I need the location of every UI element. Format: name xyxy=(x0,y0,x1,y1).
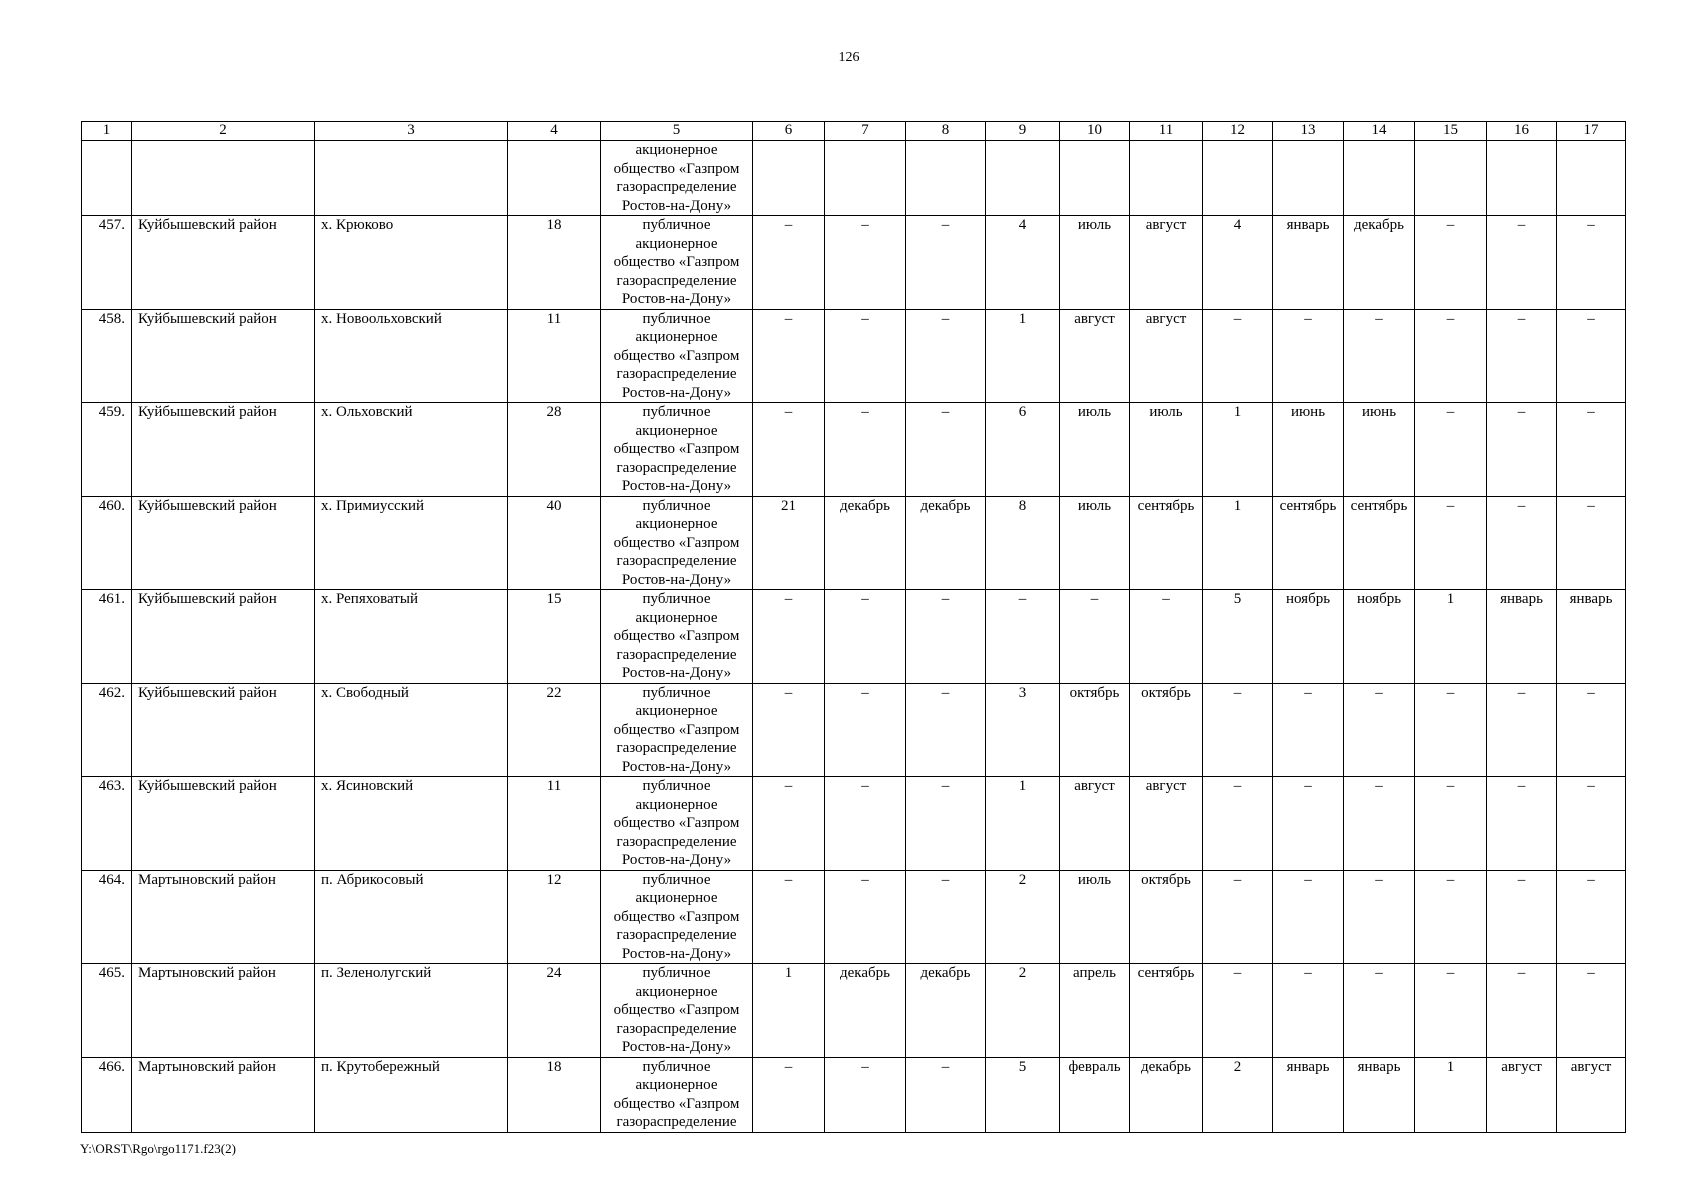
settlement-cell: х. Свободный xyxy=(315,683,508,777)
organization-cell: публичное акционерное общество «Газпром газораспределение xyxy=(601,1057,753,1132)
col7-cell: – xyxy=(825,870,906,964)
col7-cell: декабрь xyxy=(825,496,906,590)
empty-cell xyxy=(986,141,1060,216)
row-number-cell: 464. xyxy=(82,870,132,964)
empty-cell xyxy=(1203,141,1273,216)
col8-cell: – xyxy=(906,683,986,777)
col15-cell: – xyxy=(1415,216,1487,310)
col15-cell: 1 xyxy=(1415,1057,1487,1132)
row-number-cell: 461. xyxy=(82,590,132,684)
col7-cell: – xyxy=(825,216,906,310)
col7-cell: – xyxy=(825,777,906,871)
settlement-cell: х. Новоольховский xyxy=(315,309,508,403)
col6-cell: 21 xyxy=(753,496,825,590)
col10-cell: август xyxy=(1060,309,1130,403)
row-number-cell: 459. xyxy=(82,403,132,497)
col10-cell: июль xyxy=(1060,870,1130,964)
col6-cell: – xyxy=(753,777,825,871)
col12-cell: – xyxy=(1203,870,1273,964)
count-cell: 18 xyxy=(508,1057,601,1132)
col17-cell: август xyxy=(1557,1057,1626,1132)
col10-cell: июль xyxy=(1060,496,1130,590)
settlement-cell: п. Крутобережный xyxy=(315,1057,508,1132)
col14-cell: – xyxy=(1344,777,1415,871)
col8-cell: – xyxy=(906,216,986,310)
col15-cell: – xyxy=(1415,777,1487,871)
table-row xyxy=(82,403,1626,497)
col14-cell: январь xyxy=(1344,1057,1415,1132)
organization-cell: публичное акционерное общество «Газпром газораспределение Ростов-на-Дону» xyxy=(601,403,753,497)
col10-cell: июль xyxy=(1060,403,1130,497)
col16-cell: август xyxy=(1487,1057,1557,1132)
col6-cell: – xyxy=(753,590,825,684)
col8-cell: декабрь xyxy=(906,496,986,590)
col9-cell: 5 xyxy=(986,1057,1060,1132)
organization-cell: публичное акционерное общество «Газпром газораспределение Ростов-на-Дону» xyxy=(601,309,753,403)
col16-cell: – xyxy=(1487,216,1557,310)
col15-cell: – xyxy=(1415,403,1487,497)
col15-cell: – xyxy=(1415,870,1487,964)
district-cell: Куйбышевский район xyxy=(132,590,315,684)
col9-cell: 2 xyxy=(986,870,1060,964)
col7-cell: – xyxy=(825,1057,906,1132)
footer-path: Y:\ORST\Rgo\rgo1171.f23(2) xyxy=(80,1141,236,1156)
col7-cell: – xyxy=(825,683,906,777)
col14-cell: ноябрь xyxy=(1344,590,1415,684)
col13-cell: январь xyxy=(1273,1057,1344,1132)
col9-cell: 1 xyxy=(986,309,1060,403)
column-header-9: 9 xyxy=(986,122,1060,141)
col9-cell: 6 xyxy=(986,403,1060,497)
empty-cell xyxy=(1060,141,1130,216)
col17-cell: январь xyxy=(1557,590,1626,684)
col10-cell: – xyxy=(1060,590,1130,684)
col14-cell: – xyxy=(1344,683,1415,777)
col13-cell: – xyxy=(1273,309,1344,403)
col6-cell: – xyxy=(753,683,825,777)
col15-cell: – xyxy=(1415,496,1487,590)
page-number: 126 xyxy=(838,50,860,65)
district-cell: Куйбышевский район xyxy=(132,216,315,310)
col16-cell: – xyxy=(1487,777,1557,871)
col15-cell: 1 xyxy=(1415,590,1487,684)
settlement-cell: п. Абрикосовый xyxy=(315,870,508,964)
count-cell: 18 xyxy=(508,216,601,310)
organization-cell: публичное акционерное общество «Газпром газораспределение Ростов-на-Дону» xyxy=(601,683,753,777)
col17-cell: – xyxy=(1557,496,1626,590)
col12-cell: 1 xyxy=(1203,403,1273,497)
col11-cell: октябрь xyxy=(1130,683,1203,777)
col11-cell: октябрь xyxy=(1130,870,1203,964)
col9-cell: 8 xyxy=(986,496,1060,590)
col17-cell: – xyxy=(1557,964,1626,1058)
col13-cell: сентябрь xyxy=(1273,496,1344,590)
col14-cell: сентябрь xyxy=(1344,496,1415,590)
row-number-cell: 466. xyxy=(82,1057,132,1132)
col12-cell: – xyxy=(1203,777,1273,871)
table-row xyxy=(82,216,1626,310)
empty-cell xyxy=(825,141,906,216)
row-number-cell: 463. xyxy=(82,777,132,871)
col13-cell: январь xyxy=(1273,216,1344,310)
col16-cell: – xyxy=(1487,309,1557,403)
column-header-4: 4 xyxy=(508,122,601,141)
count-cell: 40 xyxy=(508,496,601,590)
col13-cell: ноябрь xyxy=(1273,590,1344,684)
column-header-7: 7 xyxy=(825,122,906,141)
col6-cell: – xyxy=(753,216,825,310)
row-number-cell: 462. xyxy=(82,683,132,777)
data-table xyxy=(81,121,1626,1133)
col14-cell: – xyxy=(1344,309,1415,403)
empty-cell xyxy=(315,141,508,216)
col8-cell: – xyxy=(906,403,986,497)
district-cell: Мартыновский район xyxy=(132,964,315,1058)
col8-cell: – xyxy=(906,777,986,871)
district-cell: Куйбышевский район xyxy=(132,683,315,777)
col7-cell: – xyxy=(825,309,906,403)
column-header-11: 11 xyxy=(1130,122,1203,141)
column-header-1: 1 xyxy=(82,122,132,141)
col13-cell: июнь xyxy=(1273,403,1344,497)
settlement-cell: п. Зеленолугский xyxy=(315,964,508,1058)
empty-cell xyxy=(906,141,986,216)
organization-cell: публичное акционерное общество «Газпром газораспределение Ростов-на-Дону» xyxy=(601,590,753,684)
col11-cell: август xyxy=(1130,777,1203,871)
organization-cell: публичное акционерное общество «Газпром газораспределение Ростов-на-Дону» xyxy=(601,870,753,964)
col12-cell: – xyxy=(1203,683,1273,777)
count-cell: 28 xyxy=(508,403,601,497)
col6-cell: – xyxy=(753,403,825,497)
table-row xyxy=(82,1057,1626,1132)
empty-cell xyxy=(1415,141,1487,216)
column-header-15: 15 xyxy=(1415,122,1487,141)
district-cell: Куйбышевский район xyxy=(132,777,315,871)
count-cell: 22 xyxy=(508,683,601,777)
count-cell: 15 xyxy=(508,590,601,684)
district-cell: Мартыновский район xyxy=(132,1057,315,1132)
col17-cell: – xyxy=(1557,777,1626,871)
col9-cell: 4 xyxy=(986,216,1060,310)
col11-cell: – xyxy=(1130,590,1203,684)
col14-cell: июнь xyxy=(1344,403,1415,497)
district-cell: Куйбышевский район xyxy=(132,496,315,590)
table-row xyxy=(82,309,1626,403)
col9-cell: 2 xyxy=(986,964,1060,1058)
table-row xyxy=(82,870,1626,964)
col16-cell: – xyxy=(1487,496,1557,590)
column-header-2: 2 xyxy=(132,122,315,141)
column-header-17: 17 xyxy=(1557,122,1626,141)
column-header-16: 16 xyxy=(1487,122,1557,141)
row-number-cell: 465. xyxy=(82,964,132,1058)
column-header-5: 5 xyxy=(601,122,753,141)
col10-cell: февраль xyxy=(1060,1057,1130,1132)
empty-cell xyxy=(753,141,825,216)
col6-cell: 1 xyxy=(753,964,825,1058)
col7-cell: – xyxy=(825,590,906,684)
col6-cell: – xyxy=(753,1057,825,1132)
organization-cell: публичное акционерное общество «Газпром газораспределение Ростов-на-Дону» xyxy=(601,964,753,1058)
column-header-8: 8 xyxy=(906,122,986,141)
table-row xyxy=(82,777,1626,871)
col10-cell: июль xyxy=(1060,216,1130,310)
header-row xyxy=(82,122,1626,141)
organization-cell: публичное акционерное общество «Газпром газораспределение Ростов-на-Дону» xyxy=(601,496,753,590)
col12-cell: – xyxy=(1203,964,1273,1058)
continuation-row xyxy=(82,141,1626,216)
col15-cell: – xyxy=(1415,309,1487,403)
col6-cell: – xyxy=(753,309,825,403)
col12-cell: – xyxy=(1203,309,1273,403)
count-cell: 12 xyxy=(508,870,601,964)
column-header-14: 14 xyxy=(1344,122,1415,141)
col11-cell: июль xyxy=(1130,403,1203,497)
settlement-cell: х. Ольховский xyxy=(315,403,508,497)
empty-cell xyxy=(1344,141,1415,216)
col11-cell: сентябрь xyxy=(1130,496,1203,590)
col7-cell: декабрь xyxy=(825,964,906,1058)
district-cell: Куйбышевский район xyxy=(132,403,315,497)
table-row xyxy=(82,964,1626,1058)
col12-cell: 1 xyxy=(1203,496,1273,590)
column-header-13: 13 xyxy=(1273,122,1344,141)
col13-cell: – xyxy=(1273,964,1344,1058)
row-number-cell: 458. xyxy=(82,309,132,403)
settlement-cell: х. Примиусский xyxy=(315,496,508,590)
col16-cell: – xyxy=(1487,683,1557,777)
settlement-cell: х. Репяховатый xyxy=(315,590,508,684)
table-row xyxy=(82,683,1626,777)
organization-cell: акционерное общество «Газпром газораспределение Ростов-на-Дону» xyxy=(601,141,753,216)
row-number-cell: 457. xyxy=(82,216,132,310)
count-cell: 24 xyxy=(508,964,601,1058)
row-number-cell: 460. xyxy=(82,496,132,590)
col17-cell: – xyxy=(1557,683,1626,777)
col16-cell: – xyxy=(1487,870,1557,964)
col8-cell: декабрь xyxy=(906,964,986,1058)
col7-cell: – xyxy=(825,403,906,497)
district-cell: Куйбышевский район xyxy=(132,309,315,403)
empty-cell xyxy=(508,141,601,216)
table-row xyxy=(82,496,1626,590)
count-cell: 11 xyxy=(508,309,601,403)
col11-cell: декабрь xyxy=(1130,1057,1203,1132)
col12-cell: 5 xyxy=(1203,590,1273,684)
col12-cell: 2 xyxy=(1203,1057,1273,1132)
col11-cell: сентябрь xyxy=(1130,964,1203,1058)
col13-cell: – xyxy=(1273,777,1344,871)
column-header-12: 12 xyxy=(1203,122,1273,141)
col10-cell: август xyxy=(1060,777,1130,871)
col16-cell: январь xyxy=(1487,590,1557,684)
settlement-cell: х. Крюково xyxy=(315,216,508,310)
col17-cell: – xyxy=(1557,216,1626,310)
district-cell: Мартыновский район xyxy=(132,870,315,964)
col10-cell: апрель xyxy=(1060,964,1130,1058)
col14-cell: – xyxy=(1344,870,1415,964)
col13-cell: – xyxy=(1273,870,1344,964)
organization-cell: публичное акционерное общество «Газпром газораспределение Ростов-на-Дону» xyxy=(601,777,753,871)
col14-cell: декабрь xyxy=(1344,216,1415,310)
empty-cell xyxy=(1273,141,1344,216)
col10-cell: октябрь xyxy=(1060,683,1130,777)
col9-cell: – xyxy=(986,590,1060,684)
col17-cell: – xyxy=(1557,870,1626,964)
col16-cell: – xyxy=(1487,964,1557,1058)
col9-cell: 1 xyxy=(986,777,1060,871)
col16-cell: – xyxy=(1487,403,1557,497)
organization-cell: публичное акционерное общество «Газпром газораспределение Ростов-на-Дону» xyxy=(601,216,753,310)
col15-cell: – xyxy=(1415,964,1487,1058)
col13-cell: – xyxy=(1273,683,1344,777)
col6-cell: – xyxy=(753,870,825,964)
empty-cell xyxy=(82,141,132,216)
empty-cell xyxy=(1487,141,1557,216)
empty-cell xyxy=(1130,141,1203,216)
col8-cell: – xyxy=(906,309,986,403)
col8-cell: – xyxy=(906,1057,986,1132)
col12-cell: 4 xyxy=(1203,216,1273,310)
count-cell: 11 xyxy=(508,777,601,871)
col8-cell: – xyxy=(906,590,986,684)
column-header-10: 10 xyxy=(1060,122,1130,141)
empty-cell xyxy=(132,141,315,216)
col14-cell: – xyxy=(1344,964,1415,1058)
empty-cell xyxy=(1557,141,1626,216)
column-header-3: 3 xyxy=(315,122,508,141)
column-header-6: 6 xyxy=(753,122,825,141)
col11-cell: август xyxy=(1130,309,1203,403)
settlement-cell: х. Ясиновский xyxy=(315,777,508,871)
col17-cell: – xyxy=(1557,309,1626,403)
col17-cell: – xyxy=(1557,403,1626,497)
table-row xyxy=(82,590,1626,684)
col9-cell: 3 xyxy=(986,683,1060,777)
col15-cell: – xyxy=(1415,683,1487,777)
col11-cell: август xyxy=(1130,216,1203,310)
col8-cell: – xyxy=(906,870,986,964)
